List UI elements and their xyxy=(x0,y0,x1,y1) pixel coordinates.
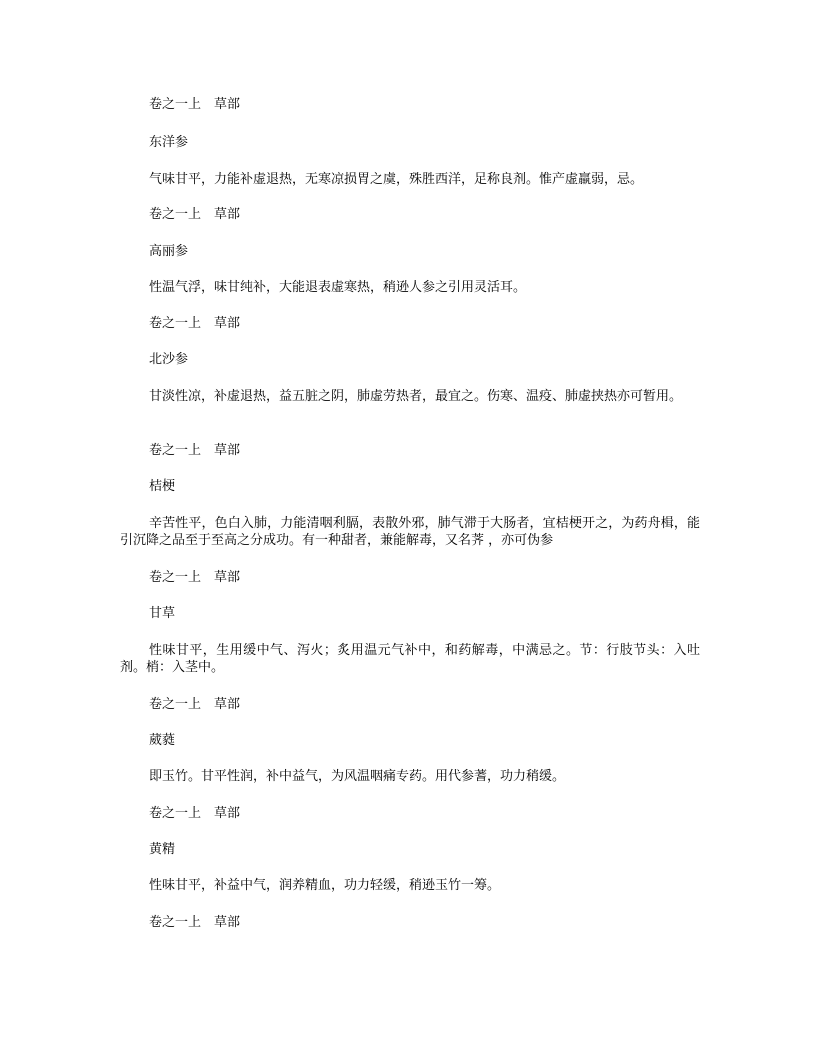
section-heading: 卷之一上 草部 xyxy=(149,443,241,458)
section-heading: 卷之一上 草部 xyxy=(149,316,241,331)
herb-name: 甘草 xyxy=(149,606,176,621)
section-heading: 卷之一上 草部 xyxy=(149,570,241,585)
herb-description: 辛苦性平，色白入肺，力能清咽利膈，表散外邪，肺气滞于大肠者，宜桔梗开之，为药舟楫，能引沉降之品至于至高之分成功。有一种甜者，兼能解毒，又名荠 ，亦可伪参 xyxy=(120,516,700,548)
section-heading: 卷之一上 草部 xyxy=(149,915,241,930)
herb-name: 东洋参 xyxy=(149,135,189,150)
herb-name: 高丽参 xyxy=(149,244,189,259)
herb-description: 性味甘平，生用缓中气、泻火；炙用温元气补中，和药解毒，中满忌之。节：行肢节头：入吐剂。梢：入茎中。 xyxy=(120,643,700,675)
section-heading: 卷之一上 草部 xyxy=(149,207,241,222)
herb-name: 桔梗 xyxy=(149,479,176,494)
section-heading: 卷之一上 草部 xyxy=(149,697,241,712)
herb-description: 甘淡性凉，补虚退热，益五脏之阴，肺虚劳热者，最宜之。伤寒、温疫、肺虚挟热亦可暂用。 xyxy=(149,389,683,404)
herb-name: 黄精 xyxy=(149,842,176,857)
section-heading: 卷之一上 草部 xyxy=(149,806,241,821)
herb-description: 性温气浮，味甘纯补，大能退表虚寒热，稍逊人参之引用灵活耳。 xyxy=(149,280,527,295)
herb-name: 葳蕤 xyxy=(149,733,176,748)
herb-name: 北沙参 xyxy=(149,352,189,367)
herb-description: 气味甘平，力能补虚退热，无寒凉损胃之虞，殊胜西洋，足称良剂。惟产虚羸弱，忌。 xyxy=(149,172,644,187)
herb-description: 即玉竹。甘平性润，补中益气，为风温咽痛专药。用代参蓍，功力稍缓。 xyxy=(149,769,566,784)
herb-description: 性味甘平，补益中气，润养精血，功力轻缓，稍逊玉竹一筹。 xyxy=(149,878,501,893)
section-heading: 卷之一上 草部 xyxy=(149,97,241,112)
